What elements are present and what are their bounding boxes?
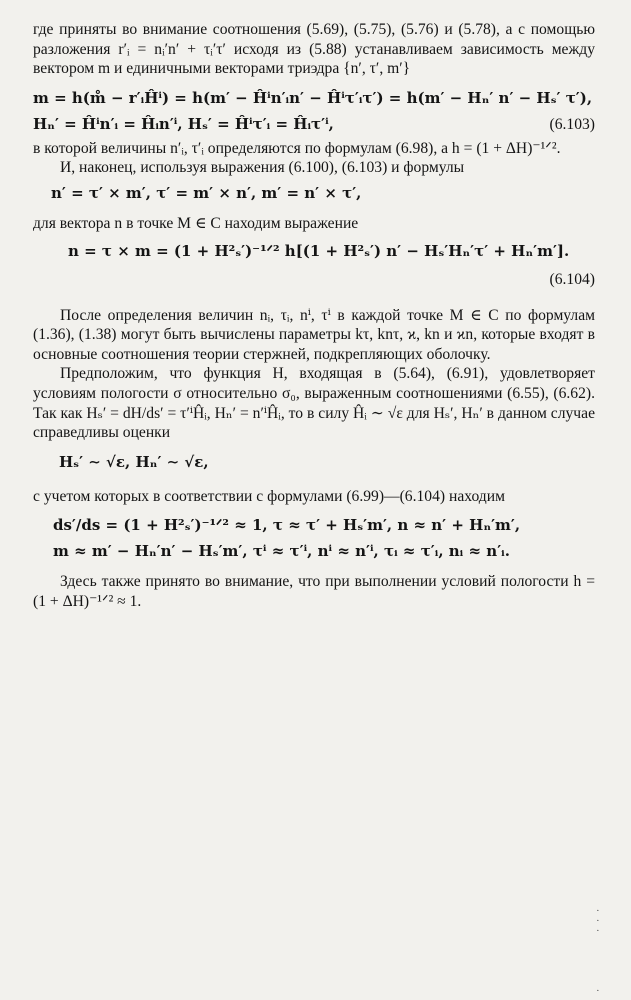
equation-approximations-1-text: ds′/ds = (1 + H²ₛ′)⁻¹ᐟ² ≈ 1, τ ≈ τ′ + Hₛ′m′, n ≈ n′ + Hₙ′m′, xyxy=(53,516,521,535)
paragraph-finally: И, наконец, используя выражения (6.100), (6.103) и формулы xyxy=(60,159,465,177)
equation-estimates-text: Hₛ′ ∼ √ε, Hₙ′ ∼ √ε, xyxy=(59,452,209,471)
paragraph-considering: с учетом которых в соответствии с формулами (6.99)—(6.104) находим xyxy=(33,487,505,505)
paragraph-intro: где приняты во внимание соотношения (5.69), (5.75), (5.76) и (5.78), а с помощью разложения r′ᵢ = nᵢ′n′ + τᵢ′τ′ исходя из (5.88) устанавливаем зависимость между вектором m и единичными векторами триэдра {n′, τ′, m′} xyxy=(33,21,595,78)
equation-number-6-103: (6.103) xyxy=(549,115,595,133)
equation-estimates xyxy=(33,443,595,487)
equation-6-104-text: n = τ × m = (1 + H²ₛ′)⁻¹ᐟ² h[(1 + H²ₛ′) n′ − Hₛ′Hₙ′τ′ + Hₙ′m′]. xyxy=(68,241,570,260)
paragraph-conclusion: Здесь также принято во внимание, что при выполнении условий пологости h = (1 + ΔH)⁻¹ᐟ² ≈ 1. xyxy=(33,573,595,610)
paragraph-quantities: в которой величины n′ᵢ, τ′ᵢ определяются по формулам (6.98), а h = (1 + ΔH)⁻¹ᐟ². xyxy=(33,139,561,157)
paragraph-vector-n: для вектора n в точке M ∈ C находим выражение xyxy=(33,214,359,232)
equation-6-104 xyxy=(33,234,595,270)
margin-speck-bottom: · xyxy=(596,985,600,997)
equation-m-expansion-text: m = h(m̊ − r′ᵢĤⁱ) = h(m′ − Ĥⁱn′ᵢn′ − Ĥⁱτ′ᵢτ′) = h(m′ − Hₙ′ n′ − Hₛ′ τ′), xyxy=(33,88,593,107)
equation-approximations-1 xyxy=(33,506,595,542)
equation-m-expansion xyxy=(33,79,595,115)
equation-approximations-2 xyxy=(33,542,595,564)
equation-number-6-104: (6.104) xyxy=(549,270,595,288)
equation-6-103-text: Hₙ′ = Ĥⁱn′ᵢ = Ĥᵢn′ⁱ, Hₛ′ = Ĥⁱτ′ᵢ = Ĥᵢτ′ⁱ, xyxy=(33,114,334,133)
paragraph-parameters: После определения величин nᵢ, τᵢ, nⁱ, τⁱ в каждой точке M ∈ C по формулам (1.36), (1.38) могут быть вычислены параметры kτ, knτ, ϰ, kn и ϰn, которые входят в основные соотношения теории стержней, подкрепляющих оболочку. xyxy=(33,306,595,363)
equation-approximations-2-text: m ≈ m′ − Hₙ′n′ − Hₛ′m′, τⁱ ≈ τ′ⁱ, nⁱ ≈ n′ⁱ, τᵢ ≈ τ′ᵢ, nᵢ ≈ n′ᵢ. xyxy=(53,542,510,561)
paragraph-assumption: Предположим, что функция H, входящая в (5.64), (6.91), удовлетворяет условиям пологости σ относительно σ₀, выраженным соотношениями (6.55), (6.62). Так как Hₛ′ = dH/ds′ = τ′ⁱĤᵢ, Hₙ′ = n′ⁱĤᵢ, то в силу Ĥᵢ ∼ √ε для Hₛ′, Hₙ′ в данном случае справедливы оценки xyxy=(33,365,595,442)
margin-specks: · · · xyxy=(596,905,600,937)
equation-triad-cross-products xyxy=(33,178,595,214)
page-body xyxy=(33,20,595,612)
equation-6-104-number-row xyxy=(33,270,595,292)
equation-triad-text: n′ = τ′ × m′, τ′ = m′ × n′, m′ = n′ × τ′, xyxy=(51,183,362,202)
equation-6-103 xyxy=(33,115,595,139)
